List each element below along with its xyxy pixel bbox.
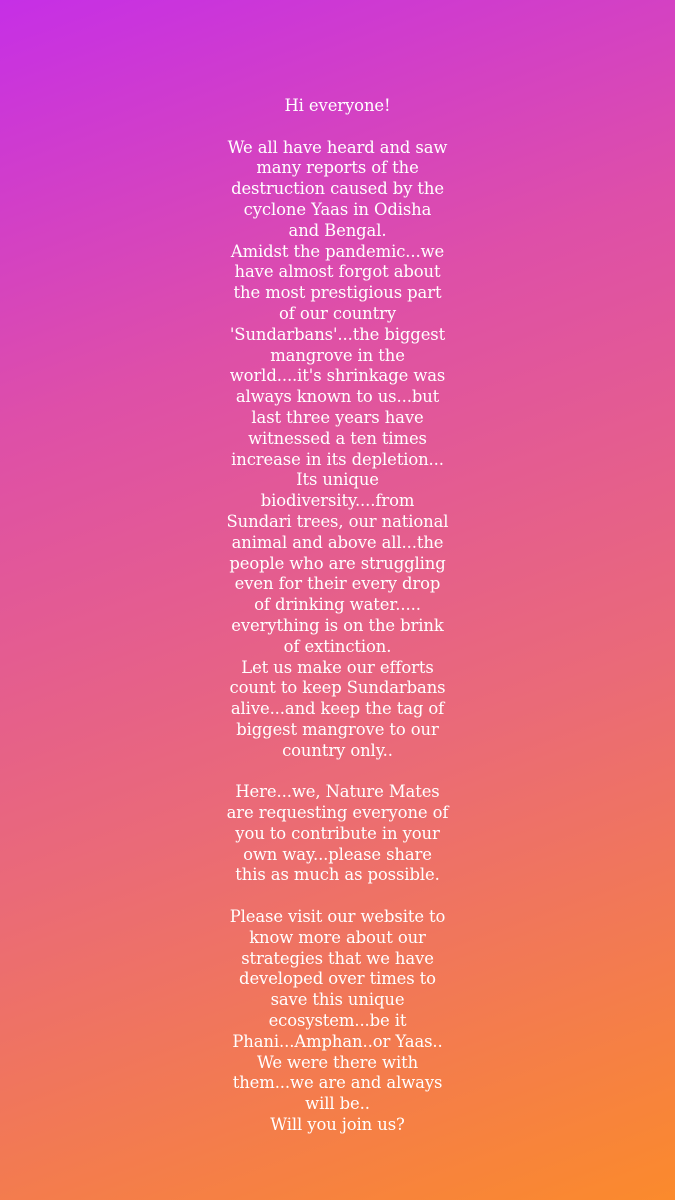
story-text: Hi everyone! We all have heard and saw many reports of the destruction caused by the cyclone Yaas in Odisha and Bengal. Amidst the pandemic...we have almost forgot about the most prestigious part of our country 'Sundarbans'...the biggest mangrove in the world....it's shrinkage was always known to us...but last three years have witnessed a ten times increase in its depletion... Its unique biodiversity....from Sundari trees, our national animal and above all...the people who are struggling even for their every drop of drinking water..... everything is on the brink of extinction. Let us make our efforts count to keep Sundarbans alive...and keep the tag of biggest mangrove to our country only.. Here...we, Nature Mates are requesting everyone of you to contribute in your own way...please share this as much as possible. Please visit our website to know more about our strategies that we have developed over times to save this unique ecosystem...be it Phani...Amphan..or Yaas.. We were there with them...we are and always will be.. Will you join us? [226, 96, 449, 1135]
story-text-block [0, 96, 675, 1136]
